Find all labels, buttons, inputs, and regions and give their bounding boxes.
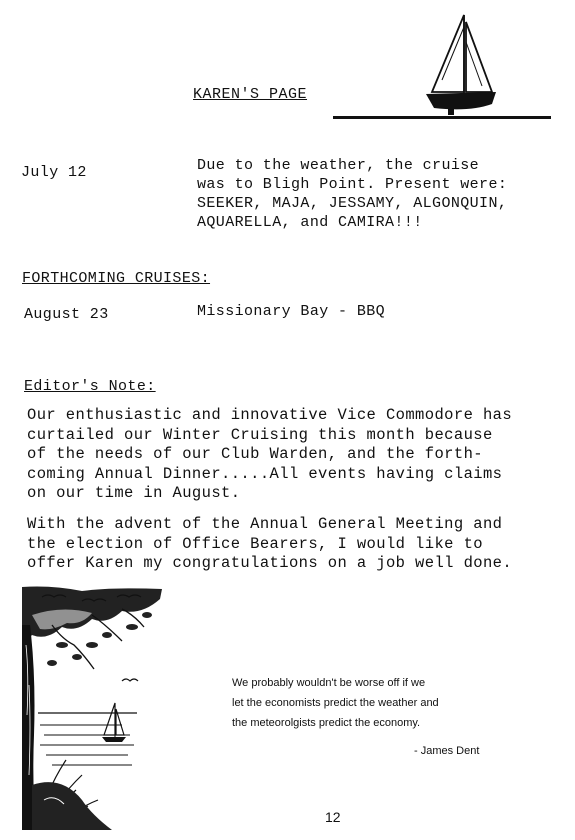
editor-heading: Editor's Note: — [24, 378, 156, 395]
page-number: 12 — [325, 809, 341, 825]
paragraph-line: on our time in August. — [27, 484, 241, 502]
quote-author: - James Dent — [414, 745, 480, 757]
entry-line: was to Bligh Point. Present were: — [197, 176, 508, 193]
cruise-date: August 23 — [24, 306, 109, 323]
entry-line: AQUARELLA, and CAMIRA!!! — [197, 214, 423, 231]
cruise-event: Missionary Bay - BBQ — [197, 303, 386, 320]
paragraph-line: offer Karen my congratulations on a job well done. — [27, 554, 513, 572]
quote-block — [232, 673, 552, 733]
quote-line: let the economists predict the weather and — [232, 697, 439, 709]
tree-shore-sailboat-illustration — [22, 585, 162, 830]
entry-date: July 12 — [21, 164, 87, 181]
paragraph-line: the election of Office Bearers, I would like to — [27, 534, 483, 553]
editor-paragraph-2 — [27, 515, 572, 574]
entry-text — [197, 156, 572, 232]
paragraph-line: curtailed our Winter Cruising this month because — [27, 425, 493, 444]
page-title: KAREN'S PAGE — [193, 86, 308, 103]
entry-line: SEEKER, MAJA, JESSAMY, ALGONQUIN, — [197, 195, 508, 212]
paragraph-line: coming Annual Dinner.....All events having claims — [27, 464, 503, 483]
sailboat-icon — [420, 12, 500, 117]
quote-line: We probably wouldn't be worse off if we — [232, 677, 426, 689]
entry-line: Due to the weather, the cruise — [197, 157, 480, 174]
paragraph-line: With the advent of the Annual General Meeting and — [27, 515, 503, 533]
paragraph-line: Our enthusiastic and innovative Vice Commodore has — [27, 406, 513, 424]
editor-paragraph-1 — [27, 406, 572, 504]
forthcoming-heading: FORTHCOMING CRUISES: — [22, 270, 211, 287]
paragraph-line: of the needs of our Club Warden, and the forth- — [27, 445, 483, 463]
quote-line: the meteorolgists predict the economy. — [232, 717, 421, 729]
